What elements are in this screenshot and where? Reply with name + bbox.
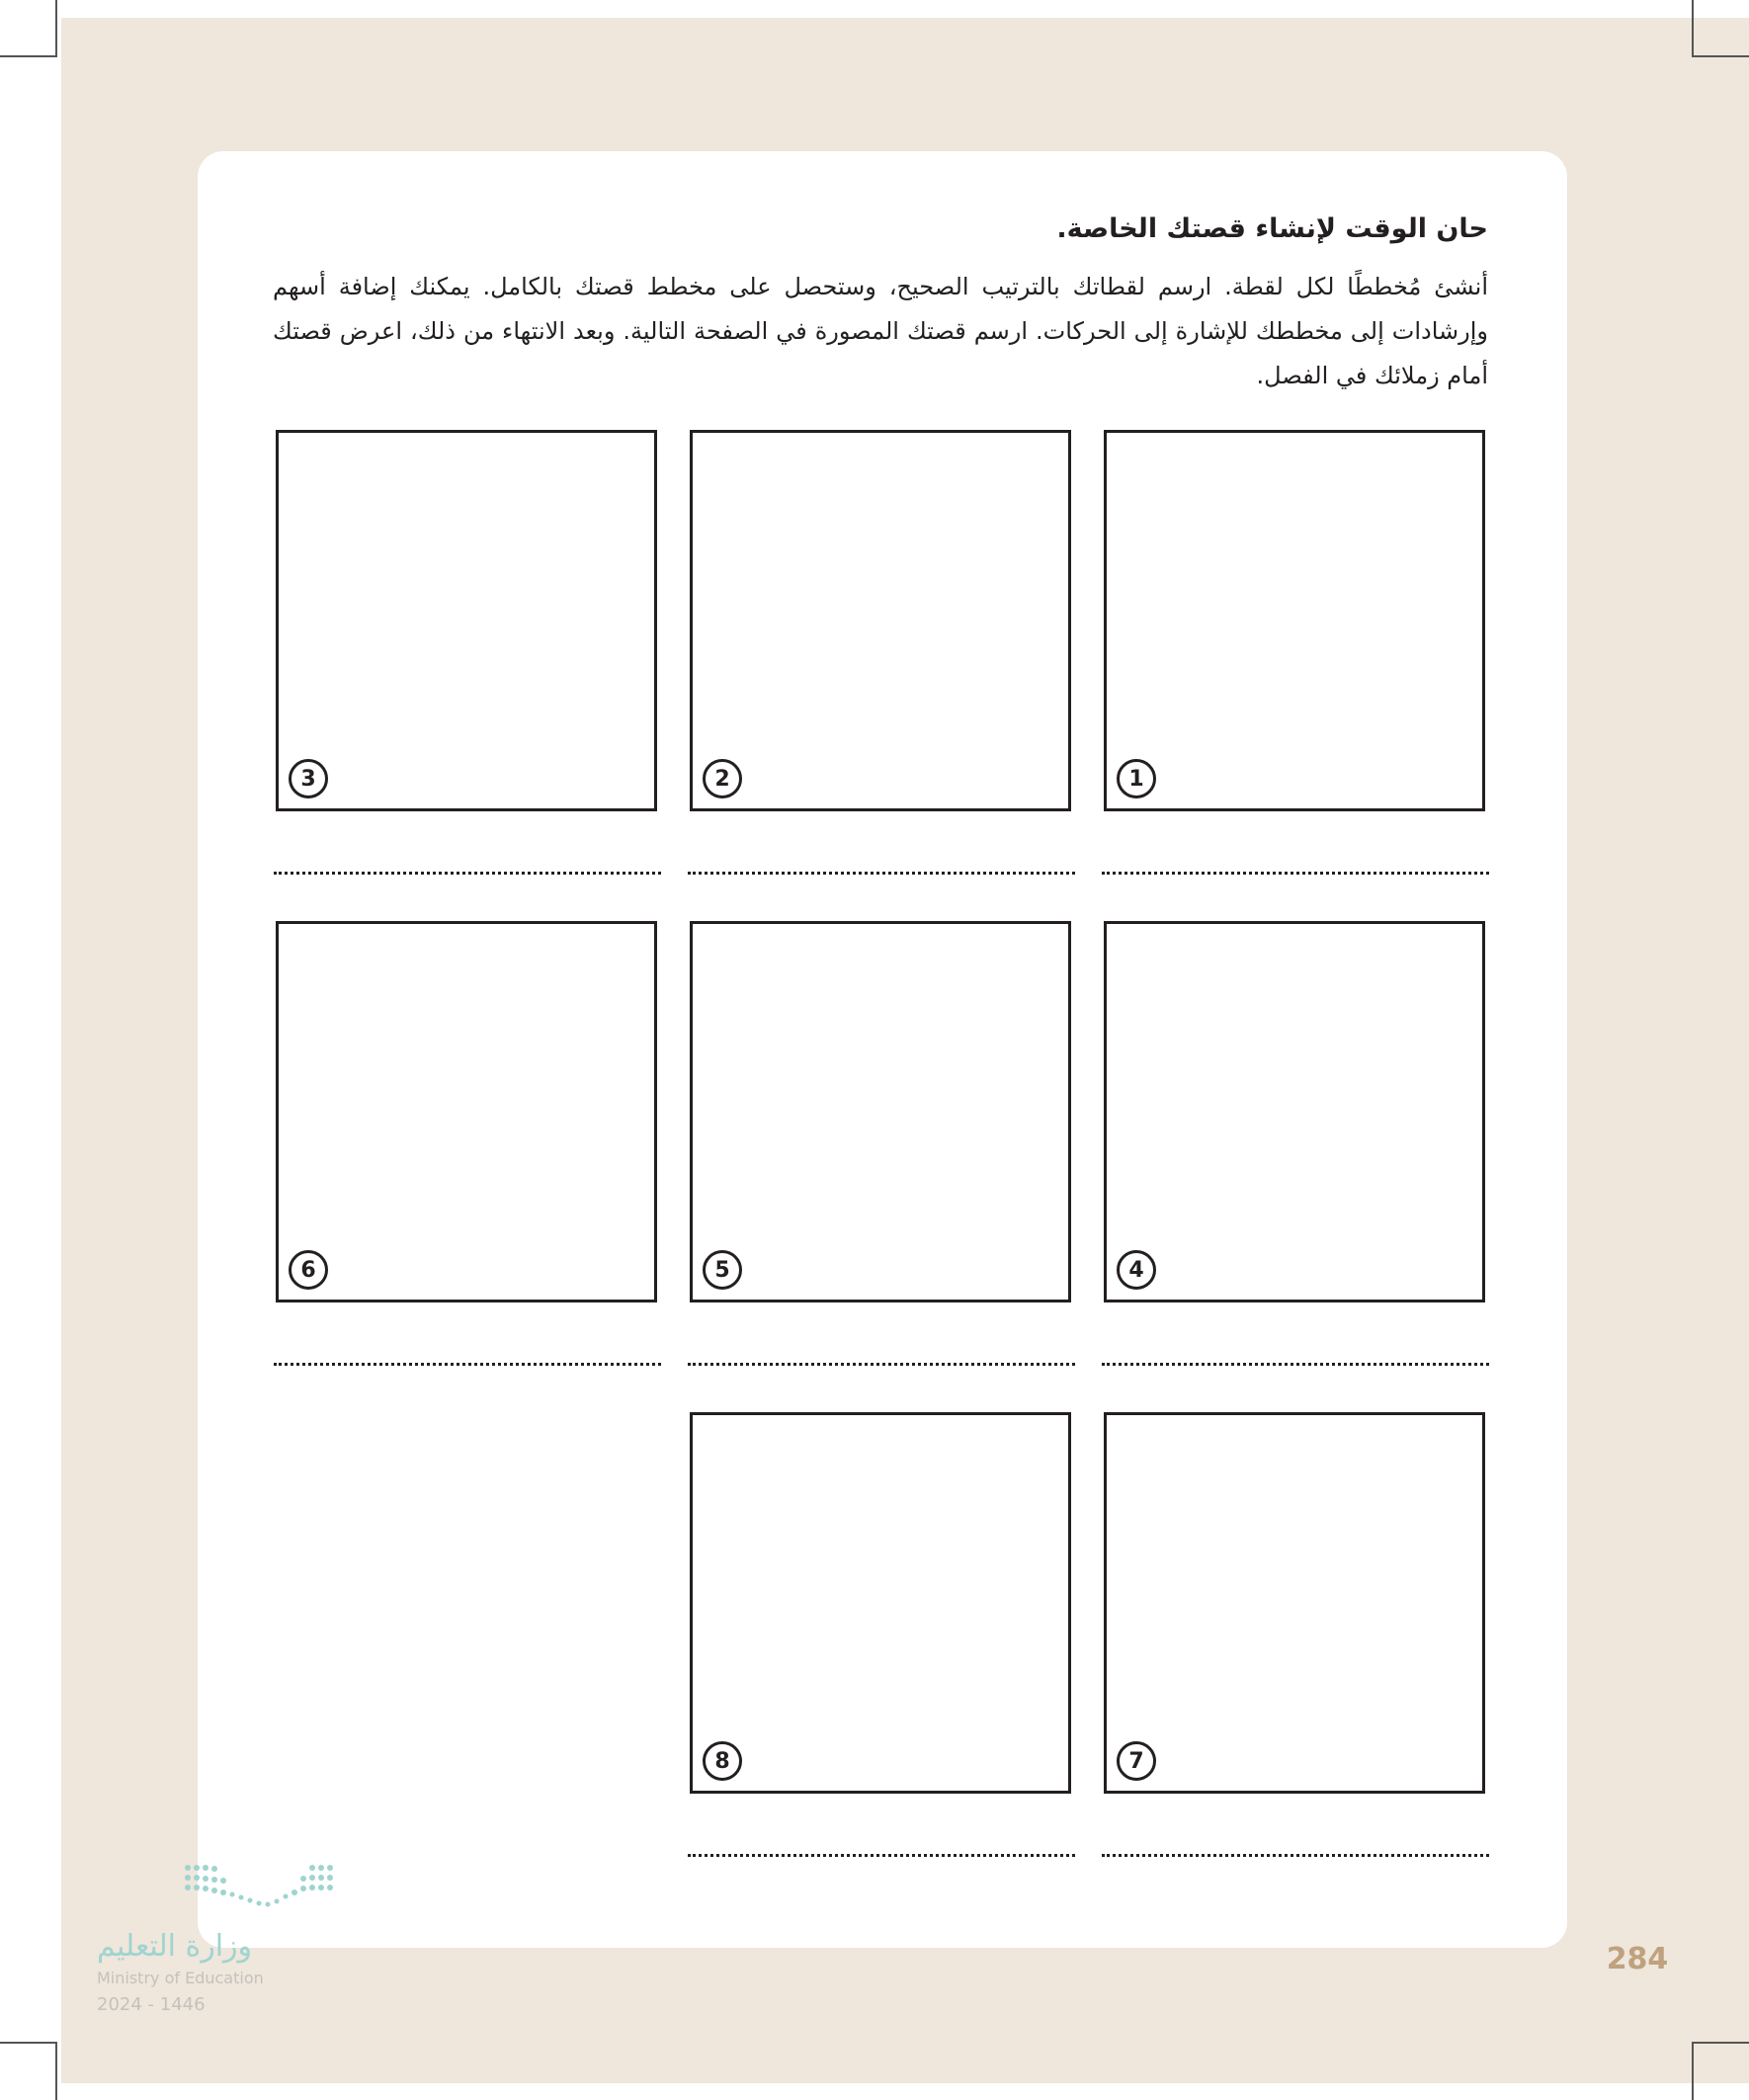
crop-mark <box>55 2042 57 2100</box>
storyboard-frame-1[interactable] <box>1104 430 1485 811</box>
caption-line-6[interactable] <box>274 1363 661 1366</box>
frame-number-badge: 7 <box>1117 1741 1156 1781</box>
crop-mark <box>1692 2042 1694 2100</box>
ministry-name-arabic: وزارة التعليم <box>97 1929 253 1964</box>
storyboard-frame-3[interactable] <box>276 430 657 811</box>
page-number: 284 <box>1606 1942 1669 1976</box>
crop-mark <box>0 2042 57 2044</box>
crop-mark <box>1692 55 1749 57</box>
crop-mark <box>0 55 57 57</box>
caption-line-8[interactable] <box>688 1854 1075 1857</box>
ministry-logo-icon <box>168 1860 366 1919</box>
storyboard-frame-8[interactable] <box>690 1412 1071 1794</box>
activity-title: حان الوقت لإنشاء قصتك الخاصة. <box>1056 213 1488 244</box>
frame-number-badge: 2 <box>703 759 742 798</box>
storyboard-frame-4[interactable] <box>1104 921 1485 1302</box>
activity-instructions: أنشئ مُخططًا لكل لقطة. ارسم لقطاتك بالترتيب الصحيح، وستحصل على مخطط قصتك بالكامل. يمكنك إضافة أسهم وإرشادات إلى مخططك للإشارة إلى الحركات. ارسم قصتك المصورة في الصفحة التالية. وبعد الانتهاء من ذلك، اعرض قصتك أمام زملائك في الفصل. <box>273 273 1488 389</box>
caption-line-4[interactable] <box>1102 1363 1489 1366</box>
frame-number-badge: 3 <box>289 759 328 798</box>
crop-mark <box>1692 0 1694 57</box>
caption-line-7[interactable] <box>1102 1854 1489 1857</box>
caption-line-3[interactable] <box>274 872 661 875</box>
frame-number-badge: 8 <box>703 1741 742 1781</box>
crop-mark <box>55 0 57 57</box>
frame-number-badge: 6 <box>289 1250 328 1290</box>
storyboard-frame-5[interactable] <box>690 921 1071 1302</box>
ministry-year: 2024 - 1446 <box>97 1994 206 2015</box>
crop-mark <box>1692 2042 1749 2044</box>
caption-line-2[interactable] <box>688 872 1075 875</box>
storyboard-frame-7[interactable] <box>1104 1412 1485 1794</box>
caption-line-1[interactable] <box>1102 872 1489 875</box>
storyboard-frame-6[interactable] <box>276 921 657 1302</box>
frame-number-badge: 4 <box>1117 1250 1156 1290</box>
frame-number-badge: 1 <box>1117 759 1156 798</box>
ministry-name-english: Ministry of Education <box>97 1969 264 1987</box>
frame-number-badge: 5 <box>703 1250 742 1290</box>
storyboard-frame-2[interactable] <box>690 430 1071 811</box>
caption-line-5[interactable] <box>688 1363 1075 1366</box>
